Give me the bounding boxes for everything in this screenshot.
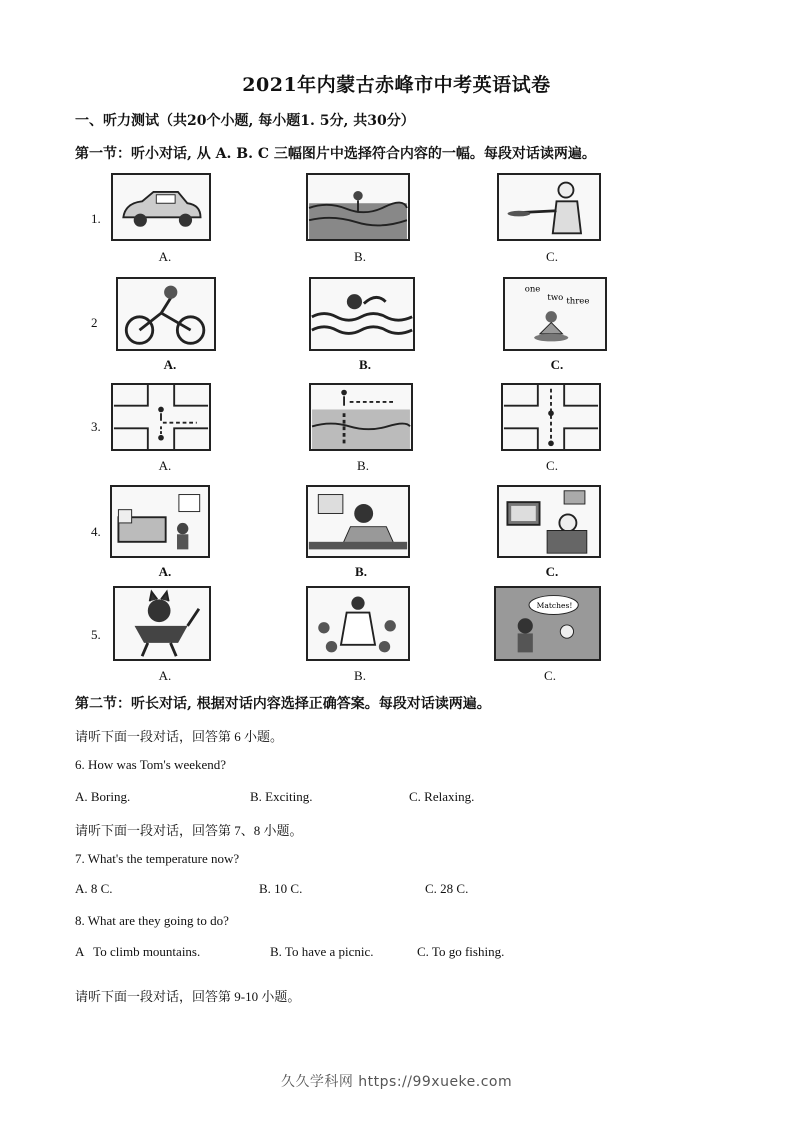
- footer-watermark: 久久学科网 https://99xueke.com: [280, 1074, 513, 1090]
- section1-instructions: 第一节：听小对话, 从 A. B. C 三幅图片中选择符合内容的一幅。每段对话读两遍。: [75, 146, 596, 162]
- question-7: 7. What's the temperature now?: [75, 851, 240, 866]
- option-label-5c: C.: [544, 668, 556, 683]
- page-title: 2021年内蒙古赤峰市中考英语试卷: [242, 74, 551, 96]
- car-picture: [111, 173, 211, 241]
- option-label-2a: A.: [163, 357, 177, 372]
- cartoon-cat-picture: [113, 586, 211, 661]
- question-8: 8. What are they going to do?: [75, 913, 229, 928]
- option-8a: A To climb mountains.: [75, 944, 201, 959]
- word-two: two: [547, 292, 564, 303]
- option-label-2b: B.: [359, 357, 371, 372]
- option-label-1b: B.: [354, 249, 366, 264]
- option-label-2c: C.: [550, 357, 564, 372]
- word-three: three: [566, 296, 590, 307]
- river-scene-picture: [306, 173, 410, 241]
- question-number-2: 2: [91, 315, 98, 330]
- question-number-3: 3.: [91, 419, 101, 434]
- option-6a: A. Boring.: [75, 789, 131, 804]
- dwarfs-picture: [306, 586, 410, 661]
- option-label-4a: A.: [158, 564, 172, 579]
- listening-note-6: 请听下面一段对话，回答第 6 小题。: [75, 729, 284, 744]
- option-7b: B. 10 C.: [259, 881, 303, 896]
- listening-note-9-10: 请听下面一段对话，回答第 9-10 小题。: [75, 989, 301, 1004]
- speech-bubble-text: Matches!: [536, 600, 573, 610]
- part1-heading: 一、听力测试（共20个小题, 每小题1. 5分, 共30分）: [75, 113, 415, 129]
- option-label-3a: A.: [158, 458, 172, 473]
- cross-then-right-picture: [111, 383, 211, 451]
- option-label-1a: A.: [158, 249, 172, 264]
- option-label-4b: B.: [355, 564, 367, 579]
- right-then-down-picture: [309, 383, 413, 451]
- option-6b: B. Exciting.: [250, 789, 313, 804]
- option-label-3c: C.: [546, 458, 558, 473]
- meditation-picture: [503, 277, 607, 351]
- cooking-picture: [497, 173, 601, 241]
- swimming-picture: [309, 277, 415, 351]
- option-8c: C. To go fishing.: [417, 944, 505, 959]
- option-label-3b: B.: [357, 458, 369, 473]
- tv-room-picture: [497, 485, 601, 558]
- straight-on-picture: [501, 383, 601, 451]
- word-one: one: [524, 284, 541, 295]
- option-7c: C. 28 C.: [425, 881, 469, 896]
- option-label-5a: A.: [158, 668, 172, 683]
- cat-and-mouse-picture: [494, 586, 601, 661]
- question-number-1: 1.: [91, 211, 101, 226]
- option-label-5b: B.: [354, 668, 366, 683]
- option-6c: C. Relaxing.: [409, 789, 475, 804]
- listening-note-7-8: 请听下面一段对话，回答第 7、8 小题。: [75, 823, 303, 838]
- bedroom-picture: [110, 485, 210, 558]
- question-6: 6. How was Tom's weekend?: [75, 757, 227, 772]
- question-number-5: 5.: [91, 627, 101, 642]
- option-8b: B. To have a picnic.: [270, 944, 374, 959]
- question-number-4: 4.: [91, 524, 101, 539]
- cycling-picture: [116, 277, 216, 351]
- section2-instructions: 第二节：听长对话, 根据对话内容选择正确答案。每段对话读两遍。: [75, 696, 491, 712]
- option-label-1c: C.: [546, 249, 558, 264]
- option-7a: A. 8 C.: [75, 881, 113, 896]
- studying-picture: [306, 485, 410, 558]
- option-label-4c: C.: [545, 564, 559, 579]
